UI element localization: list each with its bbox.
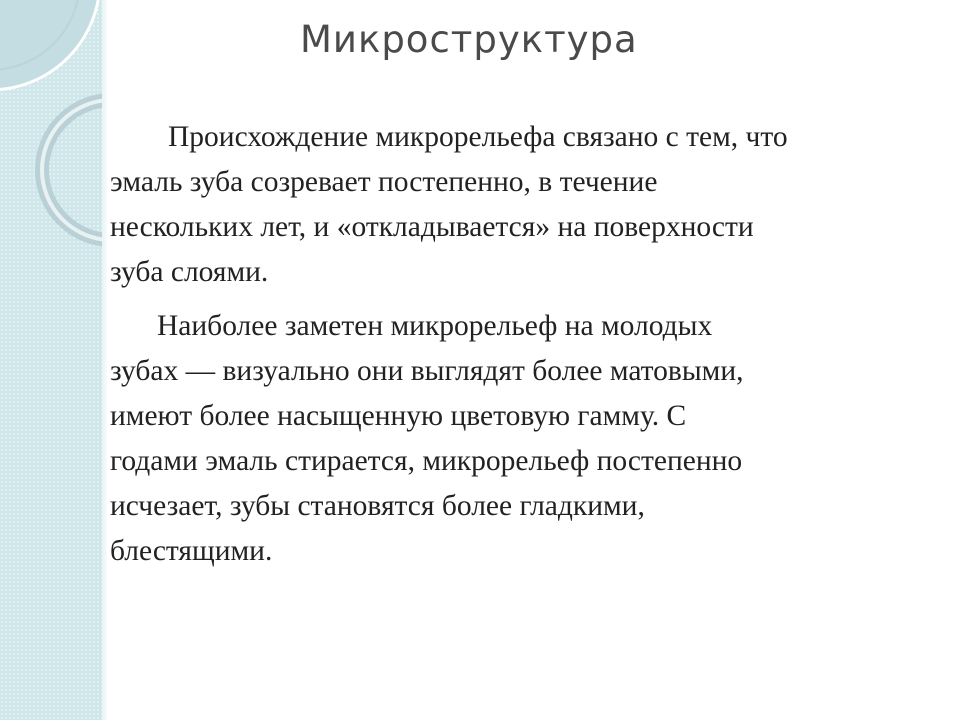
- text-line: зубах — визуально они выглядят более матовыми,: [110, 355, 744, 387]
- slide-body: [110, 115, 960, 574]
- text-line: нескольких лет, и «откладывается» на поверхности: [110, 211, 754, 243]
- text-line: блестящими.: [110, 535, 273, 567]
- paragraph-2: [110, 304, 960, 574]
- text-line: эмаль зуба созревает постепенно, в течение: [110, 166, 658, 198]
- paragraph-1: [110, 115, 960, 295]
- text-line: имеют более насыщенную цветовую гамму. С: [110, 400, 687, 432]
- slide-title: Микроструктура: [300, 18, 638, 61]
- text-line: Наиболее заметен микрорельеф на молодых: [157, 310, 713, 342]
- top-circle-shape: [0, 0, 100, 90]
- text-line: исчезает, зубы становятся более гладкими,: [110, 490, 645, 522]
- ring-shape: [42, 100, 107, 240]
- decorative-circles: [0, 0, 107, 720]
- text-line: Происхождение микрорельефа связано с тем, что: [168, 121, 788, 153]
- text-line: годами эмаль стирается, микрорельеф постепенно: [110, 445, 743, 477]
- text-line: зуба слоями.: [110, 256, 269, 288]
- ring-highlight-shape: [42, 100, 107, 240]
- decorative-side-band: [0, 0, 107, 720]
